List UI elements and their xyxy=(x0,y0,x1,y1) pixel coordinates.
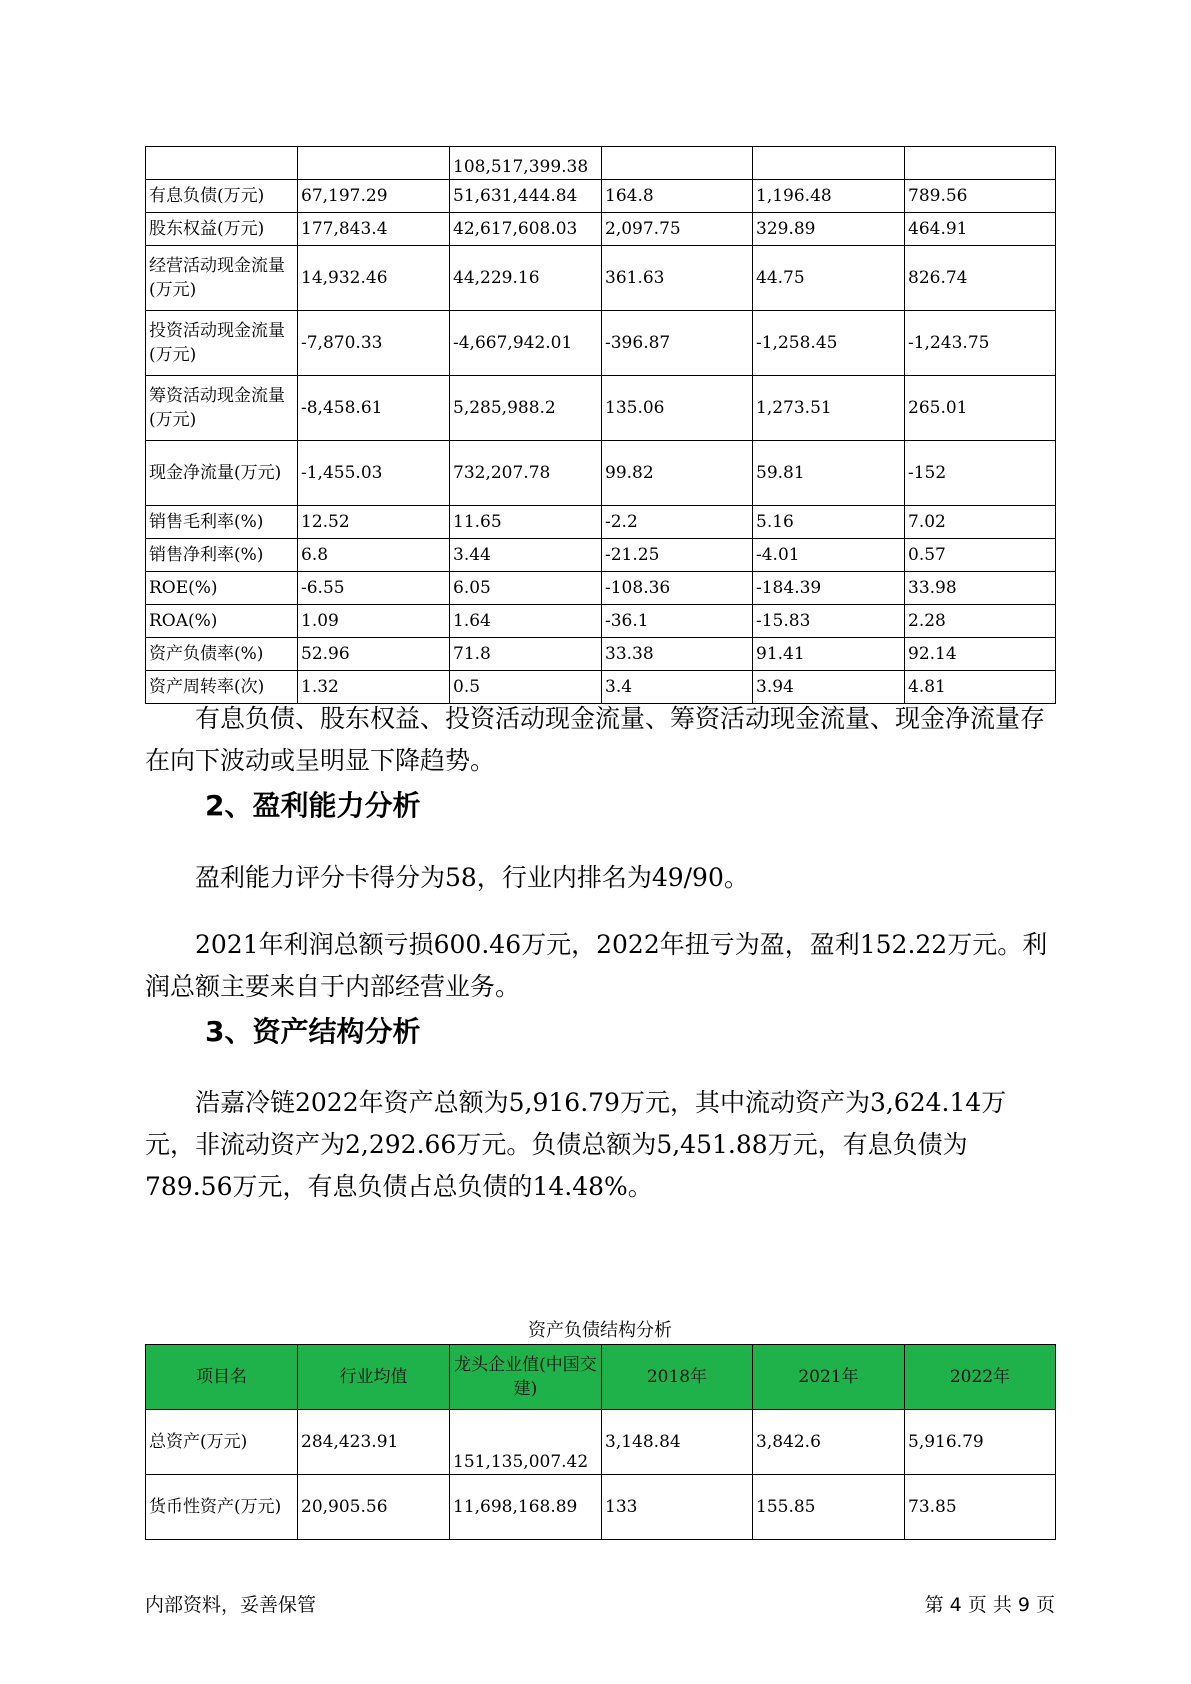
value-cell: 3,148.84 xyxy=(602,1410,753,1475)
row-label-cell: 经营活动现金流量(万元) xyxy=(146,246,298,311)
value-cell: 0.5 xyxy=(450,671,602,704)
value-cell: 133 xyxy=(602,1475,753,1540)
value-cell: 151,135,007.42 xyxy=(450,1410,602,1475)
value-cell xyxy=(298,147,450,180)
value-cell: 2,097.75 xyxy=(602,213,753,246)
footer-page-number: 第 4 页 共 9 页 xyxy=(924,1594,1055,1616)
table-header-row xyxy=(146,1345,1056,1410)
value-cell: 33.38 xyxy=(602,638,753,671)
value-cell: 732,207.78 xyxy=(450,441,602,506)
value-cell: 135.06 xyxy=(602,376,753,441)
asset-structure-paragraph: 浩嘉冷链2022年资产总额为5,916.79万元，其中流动资产为3,624.14万元，非流动资产为2,292.66万元。负债总额为5,451.88万元，有息负债为789.56万元，有息负债占总负债的14.48%。 xyxy=(145,1088,1007,1201)
value-cell: 464.91 xyxy=(905,213,1056,246)
value-cell: 7.02 xyxy=(905,506,1056,539)
value-cell: 59.81 xyxy=(753,441,905,506)
value-cell: 73.85 xyxy=(905,1475,1056,1540)
value-cell: 44,229.16 xyxy=(450,246,602,311)
value-cell: 14,932.46 xyxy=(298,246,450,311)
value-cell: 1,196.48 xyxy=(753,180,905,213)
value-cell: 44.75 xyxy=(753,246,905,311)
value-cell: 51,631,444.84 xyxy=(450,180,602,213)
value-cell: -2.2 xyxy=(602,506,753,539)
table-row xyxy=(146,638,1056,671)
table-row xyxy=(146,147,1056,180)
value-cell: 164.8 xyxy=(602,180,753,213)
value-cell: -184.39 xyxy=(753,572,905,605)
value-cell: -4.01 xyxy=(753,539,905,572)
footer-confidential: 内部资料，妥善保管 xyxy=(145,1594,317,1616)
header-cell: 项目名 xyxy=(146,1345,298,1410)
table-row xyxy=(146,506,1056,539)
row-label-cell: 有息负债(万元) xyxy=(146,180,298,213)
value-cell: -152 xyxy=(905,441,1056,506)
value-cell: 265.01 xyxy=(905,376,1056,441)
value-cell: 33.98 xyxy=(905,572,1056,605)
value-cell: 177,843.4 xyxy=(298,213,450,246)
value-cell: 3.94 xyxy=(753,671,905,704)
value-cell: -1,258.45 xyxy=(753,311,905,376)
value-cell: 11,698,168.89 xyxy=(450,1475,602,1540)
row-label-cell: ROA(%) xyxy=(146,605,298,638)
table-row xyxy=(146,376,1056,441)
row-label-cell: 总资产(万元) xyxy=(146,1410,298,1475)
header-cell: 2018年 xyxy=(602,1345,753,1410)
row-label-cell xyxy=(146,147,298,180)
value-cell: 284,423.91 xyxy=(298,1410,450,1475)
row-label-cell: 股东权益(万元) xyxy=(146,213,298,246)
value-cell: 0.57 xyxy=(905,539,1056,572)
header-cell: 行业均值 xyxy=(298,1345,450,1410)
row-label-cell: 资产负债率(%) xyxy=(146,638,298,671)
header-cell: 2021年 xyxy=(753,1345,905,1410)
trend-paragraph: 有息负债、股东权益、投资活动现金流量、筹资活动现金流量、现金净流量存在向下波动或呈明显下降趋势。 xyxy=(145,704,1046,775)
value-cell: -4,667,942.01 xyxy=(450,311,602,376)
value-cell: -108.36 xyxy=(602,572,753,605)
value-cell: 5,285,988.2 xyxy=(450,376,602,441)
value-cell: 108,517,399.38 xyxy=(450,147,602,180)
value-cell: 3.4 xyxy=(602,671,753,704)
value-cell: -8,458.61 xyxy=(298,376,450,441)
value-cell: 92.14 xyxy=(905,638,1056,671)
table-row xyxy=(146,605,1056,638)
value-cell: -21.25 xyxy=(602,539,753,572)
row-label-cell: 货币性资产(万元) xyxy=(146,1475,298,1540)
value-cell: -396.87 xyxy=(602,311,753,376)
value-cell: 12.52 xyxy=(298,506,450,539)
value-cell: 67,197.29 xyxy=(298,180,450,213)
value-cell: 99.82 xyxy=(602,441,753,506)
value-cell: 361.63 xyxy=(602,246,753,311)
table-row xyxy=(146,539,1056,572)
value-cell: 6.05 xyxy=(450,572,602,605)
value-cell: 20,905.56 xyxy=(298,1475,450,1540)
row-label-cell: 投资活动现金流量(万元) xyxy=(146,311,298,376)
value-cell: -1,455.03 xyxy=(298,441,450,506)
table-row xyxy=(146,1410,1056,1475)
table-row xyxy=(146,180,1056,213)
profitability-score-paragraph: 盈利能力评分卡得分为58，行业内排名为49/90。 xyxy=(195,863,749,892)
value-cell: 71.8 xyxy=(450,638,602,671)
value-cell xyxy=(905,147,1056,180)
financial-indicators-table xyxy=(145,146,1056,704)
table-caption: 资产负债结构分析 xyxy=(528,1320,672,1341)
header-cell: 龙头企业值(中国交建) xyxy=(450,1345,602,1410)
asset-liability-structure-table xyxy=(145,1344,1056,1540)
table-row xyxy=(146,1475,1056,1540)
table-row xyxy=(146,246,1056,311)
value-cell: 11.65 xyxy=(450,506,602,539)
value-cell: -1,243.75 xyxy=(905,311,1056,376)
value-cell xyxy=(753,147,905,180)
value-cell: 1,273.51 xyxy=(753,376,905,441)
table-row xyxy=(146,213,1056,246)
value-cell: 1.09 xyxy=(298,605,450,638)
value-cell: 6.8 xyxy=(298,539,450,572)
value-cell: 1.32 xyxy=(298,671,450,704)
value-cell: 52.96 xyxy=(298,638,450,671)
table-row xyxy=(146,572,1056,605)
table-row xyxy=(146,441,1056,506)
value-cell: 2.28 xyxy=(905,605,1056,638)
value-cell: 826.74 xyxy=(905,246,1056,311)
section-heading-asset-structure: 3、资产结构分析 xyxy=(205,1015,421,1048)
value-cell: 1.64 xyxy=(450,605,602,638)
value-cell: 3.44 xyxy=(450,539,602,572)
header-cell: 2022年 xyxy=(905,1345,1056,1410)
value-cell xyxy=(602,147,753,180)
value-cell: -6.55 xyxy=(298,572,450,605)
table-row xyxy=(146,311,1056,376)
row-label-cell: 资产周转率(次) xyxy=(146,671,298,704)
profit-paragraph: 2021年利润总额亏损600.46万元，2022年扭亏为盈，盈利152.22万元。利润总额主要来自于内部经营业务。 xyxy=(145,930,1048,1001)
row-label-cell: 销售净利率(%) xyxy=(146,539,298,572)
value-cell: -15.83 xyxy=(753,605,905,638)
row-label-cell: ROE(%) xyxy=(146,572,298,605)
row-label-cell: 销售毛利率(%) xyxy=(146,506,298,539)
section-heading-profitability: 2、盈利能力分析 xyxy=(205,789,421,822)
value-cell: -7,870.33 xyxy=(298,311,450,376)
value-cell: -36.1 xyxy=(602,605,753,638)
row-label-cell: 筹资活动现金流量(万元) xyxy=(146,376,298,441)
value-cell: 4.81 xyxy=(905,671,1056,704)
value-cell: 789.56 xyxy=(905,180,1056,213)
value-cell: 42,617,608.03 xyxy=(450,213,602,246)
value-cell: 3,842.6 xyxy=(753,1410,905,1475)
row-label-cell: 现金净流量(万元) xyxy=(146,441,298,506)
value-cell: 5,916.79 xyxy=(905,1410,1056,1475)
value-cell: 5.16 xyxy=(753,506,905,539)
value-cell: 329.89 xyxy=(753,213,905,246)
value-cell: 91.41 xyxy=(753,638,905,671)
value-cell: 155.85 xyxy=(753,1475,905,1540)
